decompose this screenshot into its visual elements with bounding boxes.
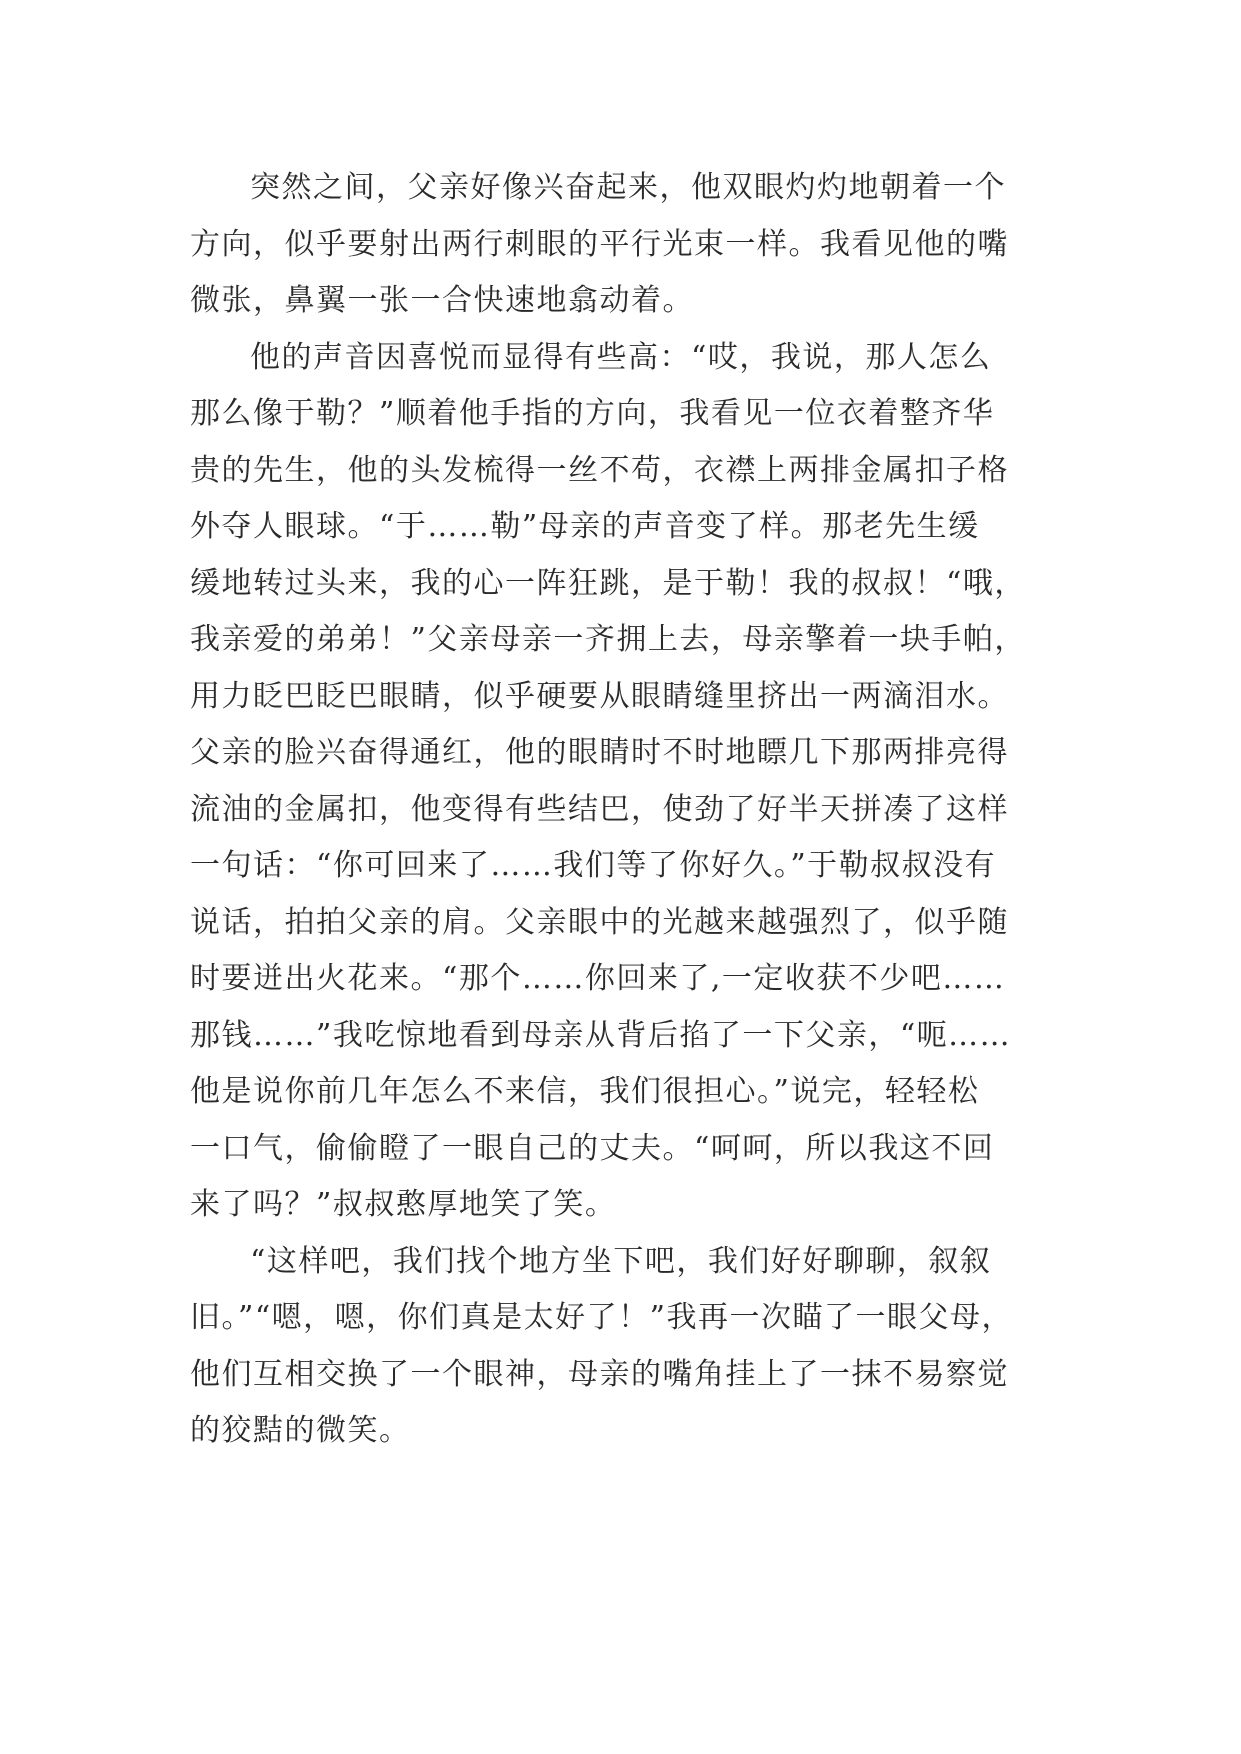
story-text	[190, 160, 1050, 1460]
text-line: 外夺人眼球。“于……勒”母亲的声音变了样。那老先生缓	[190, 509, 980, 544]
text-line: 微张，鼻翼一张一合快速地翕动着。	[190, 283, 694, 318]
text-line: 他的声音因喜悦而显得有些高：“哎，我说，那人怎么	[250, 339, 992, 375]
text-line: 说话，拍拍父亲的肩。父亲眼中的光越来越强烈了，似乎随	[190, 904, 1009, 940]
text-line: 突然之间，父亲好像兴奋起来，他双眼灼灼地朝着一个	[250, 170, 1006, 205]
text-line: 他们互相交换了一个眼神，母亲的嘴角挂上了一抹不易察觉	[190, 1356, 1009, 1392]
text-line: 他是说你前几年怎么不来信，我们很担心。”说完，轻轻松	[190, 1074, 980, 1109]
text-line: 方向，似乎要射出两行刺眼的平行光束一样。我看见他的嘴	[190, 226, 1009, 262]
text-line: 那么像于勒？”顺着他手指的方向，我看见一位衣着整齐华	[190, 396, 995, 431]
text-line: 时要迸出火花来。“那个……你回来了,一定收获不少吧……	[190, 961, 1006, 996]
text-line: “这样吧，我们找个地方坐下吧，我们好好聊聊，叙叙	[250, 1243, 992, 1279]
text-line: 一口气，偷偷瞪了一眼自己的丈夫。“呵呵，所以我这不回	[190, 1130, 995, 1166]
text-line: 父亲的脸兴奋得通红，他的眼睛时不时地瞟几下那两排亮得	[190, 735, 1009, 770]
text-line: 那钱……”我吃惊地看到母亲从背后掐了一下父亲，“呃……	[190, 1017, 1012, 1053]
text-line: 我亲爱的弟弟！”父亲母亲一齐拥上去，母亲擎着一块手帕，	[190, 622, 1026, 657]
text-line: 缓地转过头来，我的心一阵狂跳，是于勒！我的叔叔！“哦，	[190, 565, 1026, 601]
text-line: 贵的先生，他的头发梳得一丝不苟，衣襟上两排金属扣子格	[190, 452, 1009, 488]
text-line: 流油的金属扣，他变得有些结巴，使劲了好半天拼凑了这样	[190, 791, 1009, 827]
text-line: 旧。”“嗯，嗯，你们真是太好了！”我再一次瞄了一眼父母，	[190, 1300, 1014, 1335]
text-line: 的狡黠的微笑。	[190, 1413, 411, 1448]
text-line: 一句话：“你可回来了……我们等了你好久。”于勒叔叔没有	[190, 848, 997, 883]
text-line: 用力眨巴眨巴眼睛，似乎硬要从眼睛缝里挤出一两滴泪水。	[190, 678, 1009, 714]
text-line: 来了吗？”叔叔憨厚地笑了笑。	[190, 1187, 617, 1222]
